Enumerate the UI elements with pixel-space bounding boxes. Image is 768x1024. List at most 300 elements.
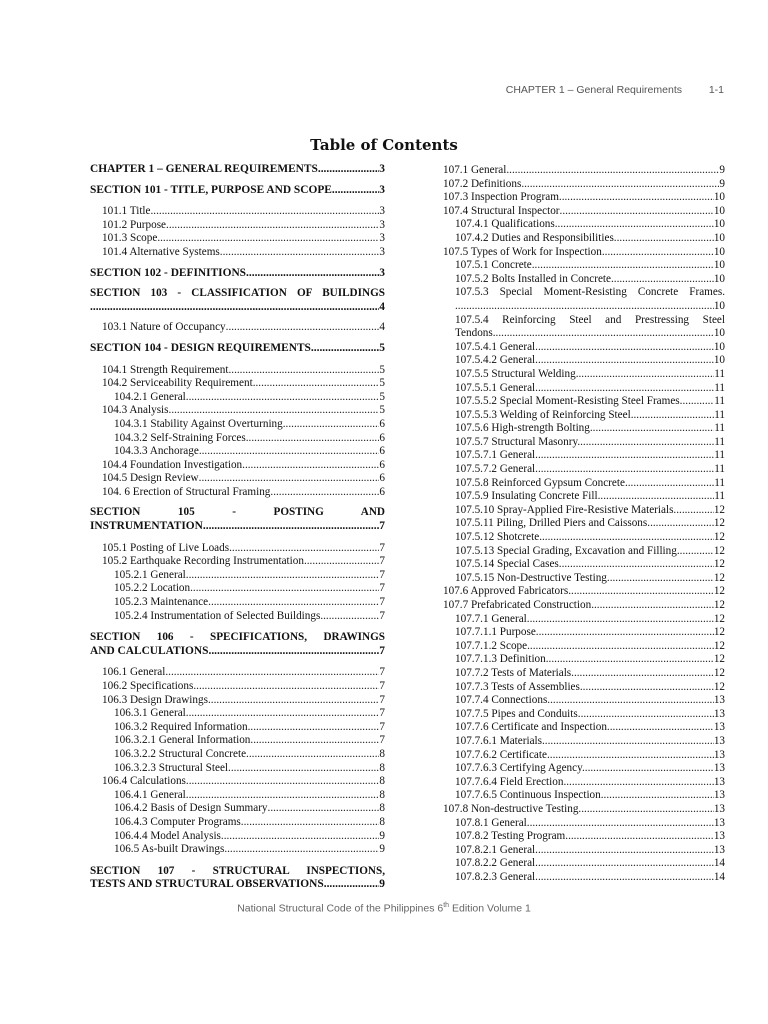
toc-entry[interactable] <box>90 364 385 378</box>
toc-entry-title: 104.4 Foundation Investigation <box>102 458 243 471</box>
dot-leader <box>574 667 714 681</box>
toc-entry[interactable] <box>443 789 725 803</box>
running-header <box>0 84 768 98</box>
toc-entry-page: 12 <box>713 571 725 584</box>
toc-entry-title: 107.5.9 Insulating Concrete Fill. <box>455 490 601 503</box>
toc-entry-page: 12 <box>713 626 725 639</box>
toc-entry[interactable] <box>90 267 385 281</box>
toc-entry[interactable] <box>443 817 725 831</box>
toc-entry-title: 106.3.2.2 Structural Concrete <box>114 747 247 760</box>
toc-entry-title: 107.7.6.2 Certificate. <box>455 748 550 761</box>
toc-entry-title: AND CALCULATIONS <box>90 644 209 657</box>
toc-entry-page: 12 <box>713 544 725 557</box>
toc-entry-title: 106.4 Calculations <box>102 775 186 788</box>
dot-leader <box>224 843 379 857</box>
toc-entry-title: 107.7.6.3 Certifying Agency. <box>455 762 585 775</box>
toc-entry-page: 13 <box>713 830 725 843</box>
toc-entry-title: 104.3.2 Self-Straining Forces. <box>114 431 249 444</box>
toc-entry[interactable] <box>443 504 725 518</box>
toc-entry[interactable] <box>90 432 385 446</box>
toc-entry[interactable] <box>443 232 725 246</box>
toc-entry-page: 5 <box>379 363 385 376</box>
toc-entry[interactable] <box>90 219 385 233</box>
toc-entry-title: SECTION 101 - TITLE, PURPOSE AND SCOPE <box>90 183 332 196</box>
dot-leader <box>246 748 379 762</box>
toc-entry[interactable] <box>443 246 725 260</box>
toc-entry-title: 104.3 Analysis <box>102 404 169 417</box>
dot-leader <box>332 184 379 198</box>
toc-entry[interactable] <box>443 545 725 559</box>
toc-entry-title: 107.7.6 Certificate and Inspection. <box>455 721 610 734</box>
dot-leader <box>199 472 380 486</box>
dot-leader <box>208 596 379 610</box>
toc-entry-page: 4 <box>379 300 385 313</box>
toc-entry-title: 107.5.5 Structural Welding <box>455 367 576 380</box>
toc-entry[interactable] <box>90 342 385 356</box>
dot-leader <box>647 517 714 531</box>
toc-entry[interactable] <box>90 721 385 735</box>
toc-entry[interactable] <box>443 776 725 790</box>
dot-leader <box>304 555 379 569</box>
toc-entry[interactable] <box>443 708 725 722</box>
toc-entry[interactable] <box>90 762 385 776</box>
toc-entry-page: 7 <box>379 596 385 609</box>
dot-leader <box>560 205 714 219</box>
dot-leader <box>578 803 713 817</box>
dot-leader <box>676 504 714 518</box>
toc-entry-page: 8 <box>379 815 385 828</box>
toc-entry[interactable] <box>90 377 385 391</box>
toc-entry-title: 104.2 Serviceability Requirement <box>102 377 253 390</box>
toc-entry-page: 3 <box>379 205 385 218</box>
toc-entry[interactable] <box>90 506 385 520</box>
toc-entry-page: 12 <box>713 558 725 571</box>
toc-entry-title: SECTION 106 - SPECIFICATIONS, DRAWINGS <box>90 631 385 644</box>
toc-entry-title: 107.8.2.2 General. <box>455 857 538 870</box>
toc-entry[interactable] <box>443 517 725 531</box>
dot-leader <box>186 569 380 583</box>
toc-entry-page: 11 <box>714 476 725 489</box>
toc-entry[interactable] <box>443 327 725 341</box>
toc-entry[interactable] <box>443 585 725 599</box>
toc-entry-page: 11 <box>714 408 725 421</box>
dot-leader <box>229 542 379 556</box>
toc-entry-title: 107.7.5 Pipes and Conduits. <box>455 707 581 720</box>
toc-entry-title: 107.5.15 Non-Destructive Testing. <box>455 571 610 584</box>
dot-leader <box>324 878 380 892</box>
dot-leader <box>610 572 714 586</box>
toc-entry-page: 3 <box>379 218 385 231</box>
dot-leader <box>682 395 714 409</box>
toc-entry-title: 106.4.1 General <box>114 788 186 801</box>
toc-entry[interactable] <box>90 666 385 680</box>
dot-leader <box>253 377 380 391</box>
toc-entry[interactable] <box>443 314 725 328</box>
toc-entry[interactable] <box>90 321 385 335</box>
toc-entry[interactable] <box>90 631 385 645</box>
toc-entry[interactable] <box>443 558 725 572</box>
toc-entry[interactable] <box>90 694 385 708</box>
toc-entry[interactable] <box>90 865 385 879</box>
toc-entry[interactable] <box>90 878 385 892</box>
toc-entry-page: 10 <box>713 218 725 231</box>
toc-entry[interactable] <box>443 409 725 423</box>
dot-leader <box>562 558 714 572</box>
dot-leader <box>506 164 719 178</box>
toc-entry[interactable] <box>90 707 385 721</box>
toc-entry-title: 107.8.2 Testing Program. <box>455 830 569 843</box>
toc-entry-title: 106.3.2.1 General Information <box>114 734 251 747</box>
toc-entry[interactable] <box>90 569 385 583</box>
toc-entry-title: 104.1 Strength Requirement <box>102 363 229 376</box>
toc-entry-page: 11 <box>714 367 725 380</box>
toc-entry-title: 106.3.2.3 Structural Steel <box>114 761 229 774</box>
dot-leader <box>186 775 380 789</box>
toc-entry[interactable] <box>443 626 725 640</box>
toc-entry-title: 107.5.7 Structural Masonry. <box>455 435 581 448</box>
toc-entry-title: 105.1 Posting of Live Loads <box>102 541 230 554</box>
toc-entry[interactable] <box>90 816 385 830</box>
toc-entry-page: 7 <box>379 680 385 692</box>
dot-leader <box>568 830 714 844</box>
toc-entry[interactable] <box>443 422 725 436</box>
toc-entry-page: 13 <box>713 762 725 775</box>
toc-entry-title: 104. 6 Erection of Structural Framing <box>102 485 271 498</box>
toc-entry[interactable] <box>443 477 725 491</box>
toc-entry-title: 107.8.1 General. <box>455 816 530 829</box>
toc-entry-title: 106.4.2 Basis of Design Summary <box>114 802 268 815</box>
toc-entry[interactable] <box>443 368 725 382</box>
toc-entry[interactable] <box>90 520 385 534</box>
dot-leader <box>249 432 380 446</box>
toc-entry[interactable] <box>90 775 385 789</box>
dot-leader <box>228 364 379 378</box>
toc-entry-page: 5 <box>379 404 385 417</box>
dot-leader <box>246 267 379 281</box>
toc-entry[interactable] <box>443 721 725 735</box>
toc-entry[interactable] <box>443 300 725 314</box>
toc-entry[interactable] <box>90 802 385 816</box>
toc-entry[interactable] <box>443 341 725 355</box>
toc-entry[interactable] <box>443 178 725 192</box>
page-title: Table of Contents <box>310 136 458 154</box>
toc-entry-title: 107.5.4.1 General. <box>455 340 538 353</box>
dot-leader <box>186 391 380 405</box>
toc-entry[interactable] <box>443 749 725 763</box>
toc-entry-title: 106.2 Specifications <box>102 680 194 692</box>
dot-leader <box>602 246 714 260</box>
toc-entry[interactable] <box>443 286 725 300</box>
toc-entry[interactable] <box>90 789 385 803</box>
dot-leader <box>90 301 379 315</box>
toc-entry-title: 107.5.1 Concrete <box>455 259 532 272</box>
toc-entry[interactable] <box>443 354 725 368</box>
toc-entry-page: 13 <box>713 694 725 707</box>
toc-entry-title: 107.5.5.1 General. <box>455 381 538 394</box>
toc-entry[interactable] <box>90 680 385 694</box>
toc-entry-page: 7 <box>379 644 385 657</box>
toc-entry-page: 13 <box>713 802 725 815</box>
toc-entry-page: 7 <box>379 520 385 533</box>
toc-entry[interactable] <box>443 653 725 667</box>
toc-entry[interactable] <box>443 830 725 844</box>
toc-entry[interactable] <box>443 871 725 885</box>
toc-entry-title: 107.5.12 Shotcrete. <box>455 531 542 544</box>
dot-leader <box>585 762 714 776</box>
toc-entry-page: 5 <box>379 341 385 354</box>
toc-entry-title: 107.5.2 Bolts Installed in Concrete <box>455 272 611 285</box>
toc-entry[interactable] <box>90 596 385 610</box>
toc-entry[interactable] <box>90 582 385 596</box>
toc-entry-title: 107.5.5.3 Welding of Reinforcing Steel. <box>455 408 634 421</box>
dot-leader <box>220 246 380 260</box>
dot-leader <box>318 163 379 177</box>
toc-entry[interactable] <box>90 830 385 844</box>
toc-entry[interactable] <box>443 844 725 858</box>
toc-entry[interactable] <box>90 232 385 246</box>
toc-entry-title: 107.4 Structural Inspector <box>443 204 560 217</box>
toc-entry-title: 104.5 Design Review <box>102 472 199 485</box>
toc-entry[interactable] <box>443 599 725 613</box>
toc-entry-page: 8 <box>379 747 385 760</box>
dot-leader <box>538 382 714 396</box>
dot-leader <box>568 585 714 599</box>
dot-leader <box>208 694 379 708</box>
toc-entry-page: 10 <box>713 327 725 340</box>
toc-entry-title: 107.5.4.2 General. <box>455 354 538 367</box>
toc-entry[interactable] <box>443 273 725 287</box>
toc-entry[interactable] <box>443 436 725 450</box>
toc-entry-title: 106.3 Design Drawings <box>102 693 208 706</box>
toc-entry-page: 10 <box>713 354 725 367</box>
toc-entry[interactable] <box>90 404 385 418</box>
toc-entry-title: 106.3.1 General <box>114 707 186 720</box>
toc-entry-title: SECTION 103 - CLASSIFICATION OF BUILDINGS <box>90 287 385 300</box>
toc-entry-title: 107.7.1.1 Purpose. <box>455 626 539 639</box>
dot-leader <box>538 463 714 477</box>
toc-entry-title: 107.5.7.1 General. <box>455 449 538 462</box>
dot-leader <box>283 418 380 432</box>
toc-entry-title: 107.5.5.2 Special Moment-Resisting Steel Frames. <box>455 395 683 408</box>
toc-entry[interactable] <box>443 449 725 463</box>
toc-entry[interactable] <box>443 191 725 205</box>
toc-entry-title: 107.7.2 Tests of Materials. <box>455 666 574 679</box>
toc-entry[interactable] <box>443 259 725 273</box>
toc-entry-page: 10 <box>713 204 725 217</box>
dot-leader <box>545 735 714 749</box>
toc-entry[interactable] <box>90 205 385 219</box>
toc-entry[interactable] <box>90 287 385 301</box>
toc-entry-title: 107.7.4 Connections. <box>455 694 551 707</box>
toc-entry-page: 6 <box>379 431 385 444</box>
dot-leader <box>228 762 379 776</box>
page-footer <box>0 902 768 915</box>
dot-leader <box>193 680 379 694</box>
toc-entry[interactable] <box>443 164 725 178</box>
toc-entry[interactable] <box>90 748 385 762</box>
dot-leader <box>634 409 715 423</box>
toc-entry-page: 7 <box>379 734 385 747</box>
toc-entry-page: 7 <box>379 609 385 622</box>
toc-entry-title: 107.5.10 Spray-Applied Fire-Resistive Materials. <box>455 503 677 516</box>
dot-leader <box>521 178 719 192</box>
toc-entry[interactable] <box>443 205 725 219</box>
dot-leader <box>600 490 714 504</box>
dot-leader <box>193 582 379 596</box>
toc-entry-page: 11 <box>714 463 725 476</box>
dot-leader <box>591 599 714 613</box>
toc-entry[interactable] <box>443 531 725 545</box>
toc-entry-page: 3 <box>379 266 385 279</box>
dot-leader <box>311 342 379 356</box>
toc-entry[interactable] <box>443 667 725 681</box>
toc-entry-title: 107.5.11 Piling, Drilled Piers and Caissons <box>455 517 648 530</box>
dot-leader <box>593 422 715 436</box>
toc-entry-page: 12 <box>713 639 725 652</box>
dot-leader <box>583 681 714 695</box>
toc-entry[interactable] <box>443 640 725 654</box>
toc-entry-title: 101.2 Purpose <box>102 218 167 231</box>
toc-entry-page: 3 <box>379 183 385 196</box>
toc-entry-title: 106.4.4 Model Analysis. <box>114 829 224 842</box>
footer-superscript: th <box>443 902 450 909</box>
toc-entry-page: 11 <box>714 422 725 435</box>
toc-entry-page: 6 <box>379 458 385 471</box>
dot-leader <box>550 694 714 708</box>
dot-leader <box>151 205 380 219</box>
toc-entry-page: 13 <box>713 707 725 720</box>
toc-entry[interactable] <box>90 301 385 315</box>
toc-entry[interactable] <box>90 472 385 486</box>
toc-entry-title: 104.3.1 Stability Against Overturning <box>114 417 283 430</box>
toc-entry-title: SECTION 107 - STRUCTURAL INSPECTIONS, <box>90 864 385 877</box>
dot-leader <box>550 749 714 763</box>
toc-entry-title: 107.2 Definitions <box>443 177 522 190</box>
toc-entry-title: SECTION 104 - DESIGN REQUIREMENTS <box>90 341 311 354</box>
dot-leader <box>558 218 714 232</box>
toc-entry[interactable] <box>90 391 385 405</box>
toc-entry-page: 12 <box>713 531 725 544</box>
toc-entry-title: 107.8 Non-destructive Testing <box>443 802 579 815</box>
toc-entry-page: 12 <box>713 503 725 516</box>
toc-entry-page: 3 <box>379 245 385 258</box>
toc-entry[interactable] <box>443 694 725 708</box>
toc-entry-page: 7 <box>379 555 385 568</box>
toc-entry-title: 103.1 Nature of Occupancy <box>102 321 226 334</box>
toc-entry-page: 13 <box>713 816 725 829</box>
dot-leader <box>203 520 379 534</box>
toc-entry-title: 105.2 Earthquake Recording Instrumentation <box>102 555 304 568</box>
toc-entry[interactable] <box>443 681 725 695</box>
dot-leader <box>549 653 714 667</box>
toc-entry-page: 11 <box>714 381 725 394</box>
toc-entry-title: 107.5.8 Reinforced Gypsum Concrete <box>455 476 625 489</box>
toc-entry[interactable] <box>443 613 725 627</box>
toc-entry-title: 107.5.7.2 General. <box>455 463 538 476</box>
dot-leader <box>538 354 714 368</box>
toc-entry[interactable] <box>443 762 725 776</box>
toc-entry[interactable] <box>443 572 725 586</box>
dot-leader <box>186 789 380 803</box>
dot-leader <box>323 610 379 624</box>
toc-entry-page: 7 <box>379 666 385 679</box>
dot-leader <box>530 640 714 654</box>
toc-entry[interactable] <box>90 555 385 569</box>
toc-entry-title: 107.7.1.3 Definition. <box>455 653 549 666</box>
toc-entry[interactable] <box>443 382 725 396</box>
toc-entry-page: 6 <box>379 445 385 458</box>
dot-leader <box>242 459 379 473</box>
dot-leader <box>208 645 379 659</box>
dot-leader <box>157 232 379 246</box>
toc-entry-page: 7 <box>379 707 385 720</box>
toc-entry-title: 107.8.2.1 General. <box>455 843 538 856</box>
toc-entry-page: 3 <box>379 163 385 175</box>
toc-entry[interactable] <box>90 734 385 748</box>
toc-entry-page: 13 <box>713 775 725 788</box>
toc-entry-page: 8 <box>379 761 385 774</box>
toc-entry[interactable] <box>443 735 725 749</box>
dot-leader <box>604 789 714 803</box>
toc-entry-page: 13 <box>713 843 725 856</box>
toc-entry[interactable] <box>90 610 385 624</box>
toc-entry-title: TESTS AND STRUCTURAL OBSERVATIONS <box>90 878 324 891</box>
toc-entry-title: 104.2.1 General <box>114 390 186 403</box>
toc-entry[interactable] <box>90 486 385 500</box>
toc-entry-page: 8 <box>379 788 385 801</box>
toc-entry-title: 107.6 Approved Fabricators <box>443 585 569 598</box>
toc-entry[interactable] <box>90 843 385 857</box>
toc-entry-title: 105.2.1 General <box>114 568 186 581</box>
toc-entry-title: 107.7 Prefabricated Construction <box>443 599 592 611</box>
toc-entry[interactable] <box>90 418 385 432</box>
toc-entry[interactable] <box>443 857 725 871</box>
dot-leader <box>611 273 714 287</box>
toc-entry-page: 12 <box>713 517 725 530</box>
toc-entry-page: 12 <box>713 612 725 625</box>
toc-entry-page: 7 <box>379 568 385 581</box>
dot-leader <box>165 666 379 680</box>
toc-entry[interactable] <box>90 459 385 473</box>
toc-entry-title: 107.5 Types of Work for Inspection <box>443 245 602 258</box>
toc-entry[interactable] <box>443 490 725 504</box>
toc-entry-title: 107.5.6 High-strength Bolting. <box>455 422 593 435</box>
dot-leader <box>169 404 380 418</box>
toc-entry[interactable] <box>443 395 725 409</box>
header-page-number: 1-1 <box>708 84 724 96</box>
toc-entry-page: 7 <box>379 720 385 733</box>
toc-entry[interactable] <box>90 542 385 556</box>
toc-entry[interactable] <box>90 246 385 260</box>
toc-entry-title: 107.4.2 Duties and Responsibilities <box>455 231 614 244</box>
toc-entry[interactable] <box>90 184 385 198</box>
toc-entry[interactable] <box>90 645 385 659</box>
toc-entry[interactable] <box>443 218 725 232</box>
toc-entry[interactable] <box>90 445 385 459</box>
dot-leader <box>538 341 714 355</box>
toc-entry-page: 11 <box>714 449 725 462</box>
toc-left-column <box>90 163 385 892</box>
toc-entry-page: 8 <box>379 802 385 815</box>
toc-entry-page: 5 <box>379 377 385 390</box>
toc-entry-page: 9 <box>379 829 385 842</box>
dot-leader <box>680 545 714 559</box>
toc-entry-page: 10 <box>713 272 725 285</box>
toc-entry[interactable] <box>443 463 725 477</box>
toc-entry[interactable] <box>90 163 385 177</box>
dot-leader <box>244 816 380 830</box>
toc-entry[interactable] <box>443 803 725 817</box>
